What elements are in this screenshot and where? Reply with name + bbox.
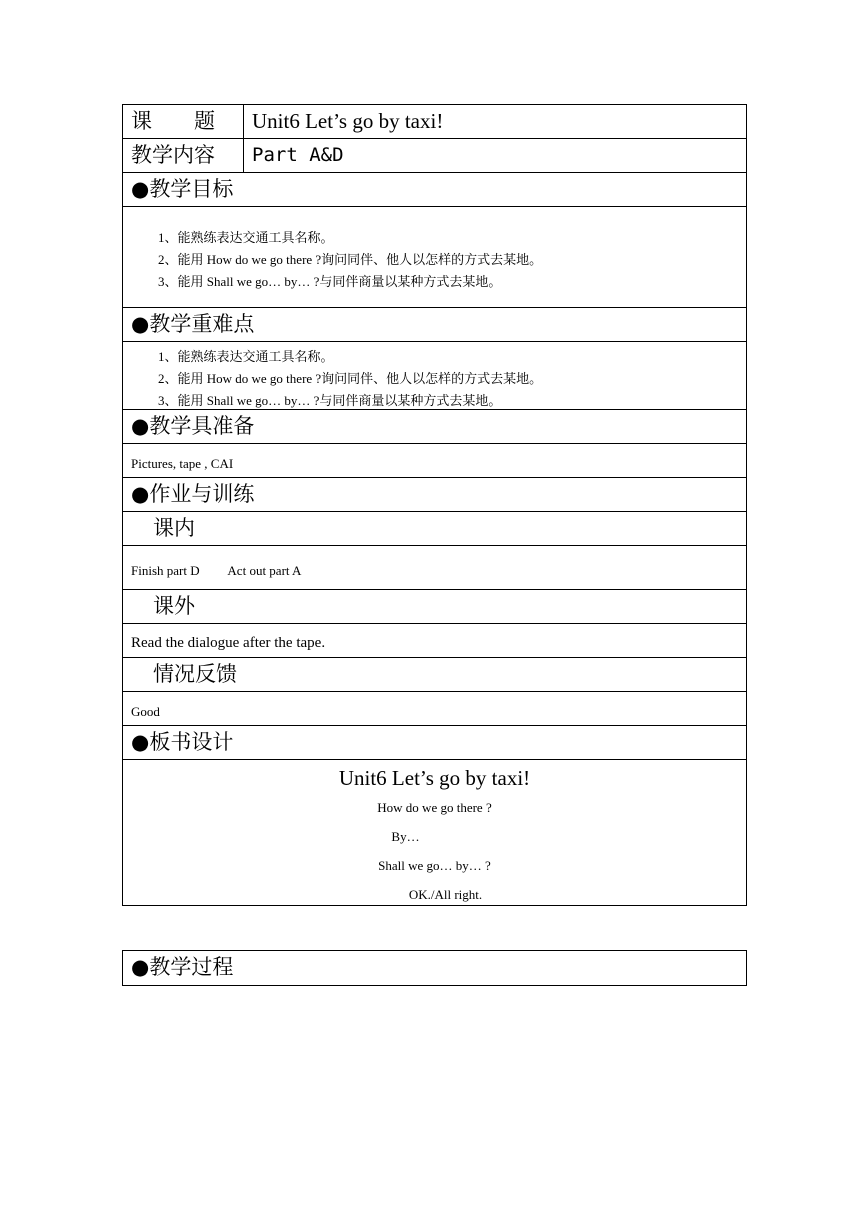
board-line: By… — [391, 829, 420, 844]
board-line: OK./All right. — [408, 887, 483, 902]
topic-value: Unit6 Let’s go by taxi! — [252, 109, 444, 133]
keypoint-item: 1、能熟练表达交通工具名称。 — [158, 349, 334, 364]
feedback-label: 情况反馈 — [123, 658, 746, 692]
materials-value: Pictures, tape , CAI — [123, 444, 746, 478]
objective-item: 2、能用 How do we go there ?询问同伴、他人以怎样的方式去某地。 — [158, 252, 543, 267]
keypoint-item: 3、能用 Shall we go… by… ?与同伴商量以某种方式去某地。 — [158, 393, 502, 408]
materials-header: ●教学具准备 — [123, 410, 746, 444]
board-header: ●板书设计 — [123, 726, 746, 760]
content-row — [123, 139, 746, 173]
lesson-plan-table — [122, 104, 747, 906]
inclass-task-1: Finish part D — [131, 563, 200, 578]
inclass-task-2: Act out part A — [227, 563, 302, 578]
topic-row — [123, 105, 746, 139]
board-line: How do we go there ? — [377, 800, 492, 815]
content-value: Part A&D — [252, 144, 344, 166]
homework-header: ●作业与训练 — [123, 478, 746, 512]
keypoints-header: ●教学重难点 — [123, 308, 746, 342]
board-line: Shall we go… by… ? — [378, 858, 491, 873]
feedback-value: Good — [123, 692, 746, 726]
objectives-list — [123, 207, 746, 308]
process-header: ●教学过程 — [131, 955, 234, 979]
process-table — [122, 950, 747, 986]
objective-item: 1、能熟练表达交通工具名称。 — [158, 230, 334, 245]
objectives-header: ●教学目标 — [123, 173, 746, 207]
keypoints-list — [123, 342, 746, 410]
topic-label: 课 题 — [123, 105, 244, 138]
afterclass-value: Read the dialogue after the tape. — [123, 624, 746, 658]
keypoint-item: 2、能用 How do we go there ?询问同伴、他人以怎样的方式去某地。 — [158, 371, 543, 386]
inclass-label: 课内 — [123, 512, 746, 546]
inclass-row — [123, 546, 746, 590]
content-label: 教学内容 — [123, 139, 244, 172]
objective-item: 3、能用 Shall we go… by… ?与同伴商量以某种方式去某地。 — [158, 274, 502, 289]
board-design — [123, 760, 746, 905]
afterclass-label: 课外 — [123, 590, 746, 624]
board-title: Unit6 Let’s go by taxi! — [338, 766, 531, 790]
